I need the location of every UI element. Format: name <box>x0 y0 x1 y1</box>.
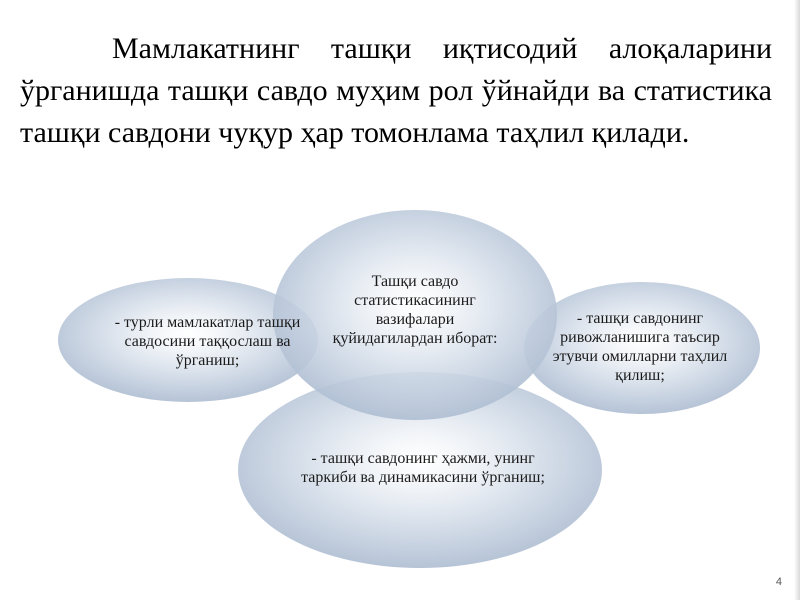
left-ellipse-text: - турли мамлакатлар ташқи савдосини таққослаш ва ўрганиш; <box>114 313 301 369</box>
intro-paragraph: Мамлакатнинг ташқи иқтисодий алоқаларини ўрганишда ташқи савдо муҳим рол ўйнайди ва статистика ташқи савдони чуқур ҳар томонлама таҳлил қилади. <box>20 32 772 149</box>
bottom-ellipse-text: - ташқи савдонинг ҳажми, унинг таркиби ва динамикасини ўрганиш; <box>301 450 545 486</box>
right-ellipse-text: - ташқи савдонинг ривожланишига таъсир этувчи омилларни таҳлил қилиш; <box>552 310 728 384</box>
center-ellipse-label <box>325 255 505 365</box>
right-ellipse-label <box>545 292 735 402</box>
left-ellipse-label <box>105 298 310 384</box>
center-ellipse-text: Ташқи савдо статистикасининг вазифалари қуйидагилардан иборат: <box>332 273 498 347</box>
page-number: 4 <box>775 576 782 588</box>
bottom-ellipse-label <box>298 432 548 504</box>
